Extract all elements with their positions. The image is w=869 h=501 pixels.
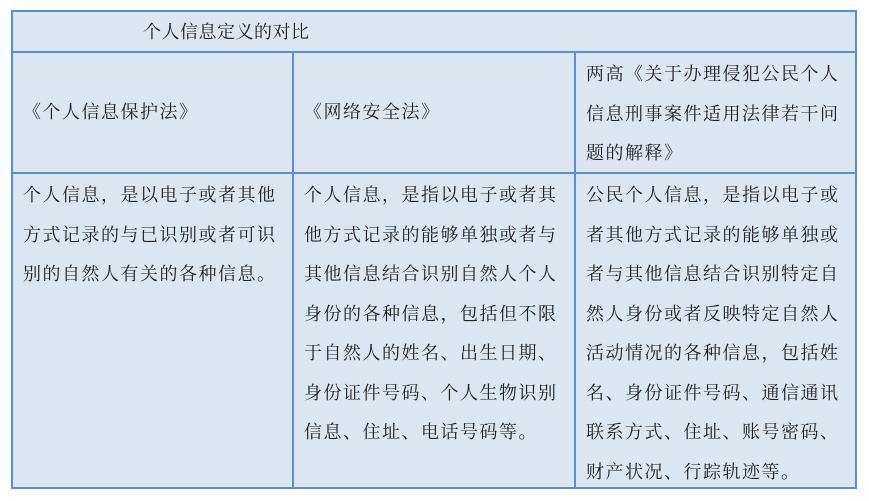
header-cell-judicial-interpretation bbox=[576, 53, 855, 172]
definition-text-cybersecurity-law: 个人信息，是指以电子或者其他方式记录的能够单独或者与其他信息结合识别自然人个人身份的各种信息，包括但不限于自然人的姓名、出生日期、身份证件号码、个人生物识别信息、住址、电话号码等。 bbox=[304, 185, 558, 443]
header-label-cybersecurity-law: 《网络安全法》 bbox=[304, 101, 441, 123]
definition-cell-judicial-interpretation bbox=[576, 174, 855, 487]
header-cell-cybersecurity-law bbox=[294, 53, 576, 172]
header-row bbox=[13, 53, 855, 174]
table-title: 个人信息定义的对比 bbox=[143, 22, 310, 43]
definition-cell-personal-info-protection-law bbox=[13, 174, 294, 487]
header-label-judicial-interpretation: 两高《关于办理侵犯公民个人信息刑事案件适用法律若干问题的解释》 bbox=[586, 64, 840, 164]
header-label-personal-info-protection-law: 《个人信息保护法》 bbox=[23, 101, 199, 123]
definition-cell-cybersecurity-law bbox=[294, 174, 576, 487]
header-cell-personal-info-protection-law bbox=[13, 53, 294, 172]
comparison-table bbox=[11, 10, 857, 489]
definition-row bbox=[13, 174, 855, 487]
definition-text-judicial-interpretation: 公民个人信息，是指以电子或者其他方式记录的能够单独或者与其他信息结合识别特定自然人身份或者反映特定自然人活动情况的各种信息，包括姓名、身份证件号码、通信通讯联系方式、住址、账号密码、财产状况、行踪轨迹等。 bbox=[586, 185, 840, 483]
table-title-row bbox=[13, 12, 855, 53]
definition-text-personal-info-protection-law: 个人信息，是以电子或者其他方式记录的与已识别或者可识别的自然人有关的各种信息。 bbox=[23, 185, 277, 285]
